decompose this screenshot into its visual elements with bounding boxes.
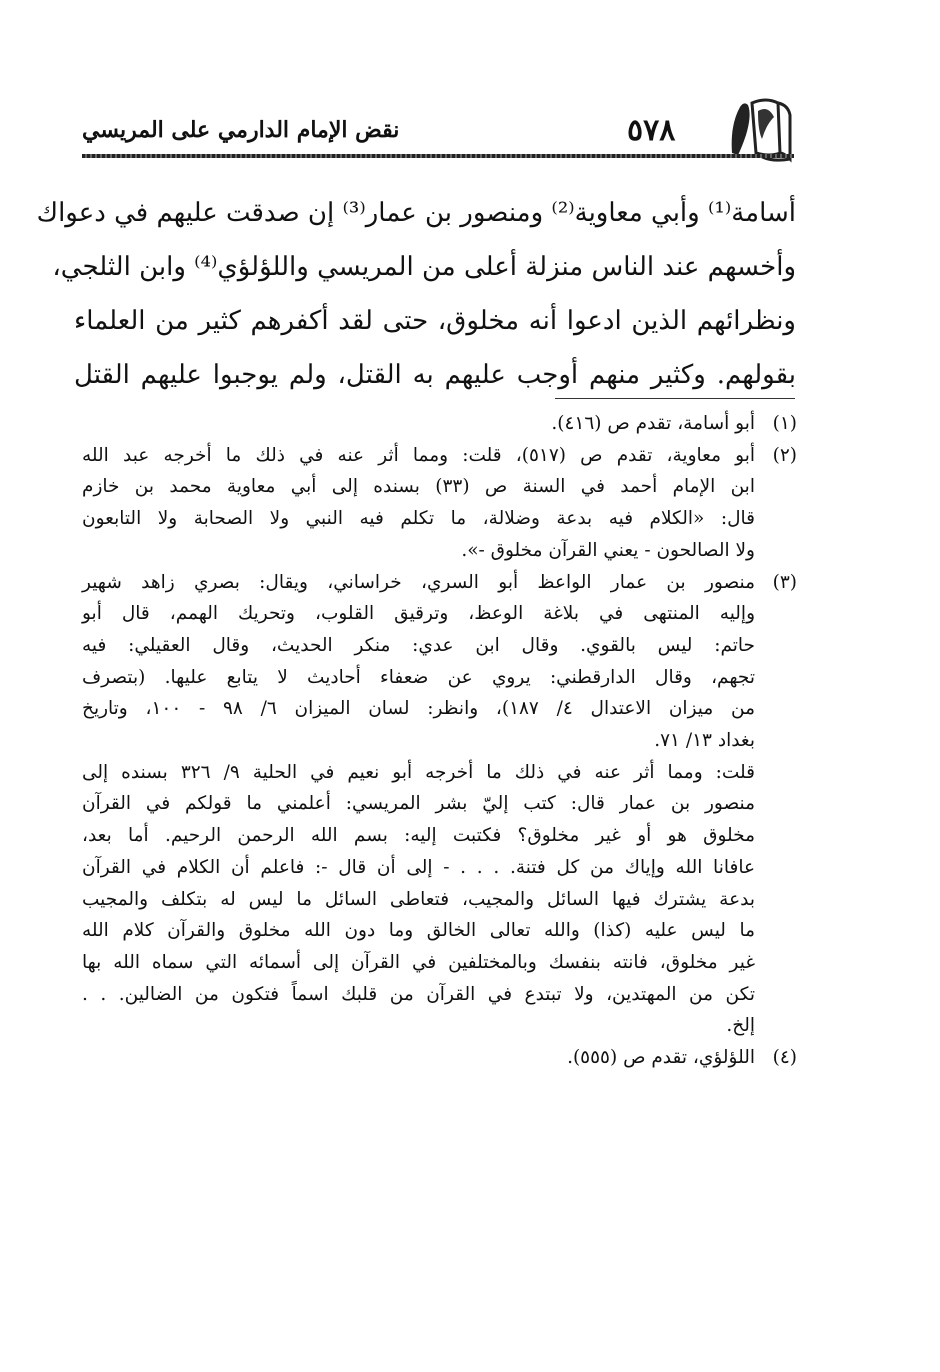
footnote-line: منصور بن عمار قال: كتب إليّ بشر المريسي: أعلمني ما قولكم في القرآن <box>82 793 755 815</box>
footnote-1 <box>82 408 797 440</box>
footnote-line: غير مخلوق، فانته بنفسك وبالمختلفين في القرآن إلى أسمائه التي سماه الله بها <box>82 951 755 973</box>
footnote-line: تجهم، وقال الدارقطني: يروي عن ضعفاء أحاديث لا يتابع عليها. (بتصرف <box>82 666 755 688</box>
main-text-line: أسامة⁽¹⁾ وأبي معاوية⁽²⁾ ومنصور بن عمار⁽³⁾ إن صدقت عليهم في دعواك <box>36 198 796 228</box>
footnote-line: قلت: ومما أثر عنه في ذلك ما أخرجه أبو نعيم في الحلية ٩/ ٣٢٦ بسنده إلى <box>82 761 755 783</box>
footnote-line: منصور بن عمار الواعظ أبو السري، خراساني، ويقال: بصري زاهد شهير <box>82 571 755 593</box>
footnote-line: أبو معاوية، تقدم ص (٥١٧)، قلت: ومما أثر عنه في ذلك ما أخرجه عبد الله <box>82 444 755 466</box>
footnote-number: (٣) <box>772 571 797 593</box>
footnote-line: من ميزان الاعتدال ٤/ ١٨٧)، وانظر: لسان الميزان ٦/ ٩٨ - ١٠٠، وتاريخ <box>82 698 755 720</box>
main-text-line: وأخسهم عند الناس منزلة أعلى من المريسي واللؤلؤي⁽⁴⁾ وابن الثلجي، <box>52 252 796 282</box>
footnote-line: قال: «الكلام فيه بدعة وضلالة، ما تكلم فيه النبي ولا الصحابة ولا التابعون <box>82 508 755 530</box>
footnote-line: حاتم: ليس بالقوي. وقال ابن عدي: منكر الحديث، وقال العقيلي: فيه <box>82 634 755 656</box>
main-text-line: بقولهم. وكثير منهم أوجب عليهم به القتل، ولم يوجبوا عليهم القتل <box>74 360 796 390</box>
footnote-line: وإليه المنتهى في بلاغة الوعظ، وترقيق القلوب، وتحريك الهمم، قال أبو <box>82 603 755 625</box>
footnote-number: (٢) <box>772 444 797 466</box>
footnotes <box>82 408 797 1074</box>
footnote-line: بغداد ١٣/ ٧١. <box>654 730 755 752</box>
running-title: نقض الإمام الدارمي على المريسي <box>82 117 400 143</box>
footnotes-separator <box>555 398 795 399</box>
footnote-4 <box>82 1042 797 1074</box>
footnote-line: ابن الإمام أحمد في السنة ص (٣٣) بسنده إلى أبي معاوية محمد بن خازم <box>82 476 755 498</box>
footnote-line: ولا الصالحون - يعني القرآن مخلوق -». <box>461 539 755 561</box>
footnote-line: تكن من المهتدين، ولا تبتدع في القرآن من قلبك اسماً فتكون من الضالين. . . <box>82 983 755 1005</box>
footnote-line: عافانا الله وإياك من كل فتنة. . . . - إلى أن قال -: فاعلم أن الكلام في القرآن <box>82 856 755 878</box>
main-text <box>36 186 796 402</box>
footnote-number: (٤) <box>772 1047 797 1069</box>
footnote-3 <box>82 567 797 1043</box>
footnote-line: إلخ. <box>726 1015 755 1037</box>
footnote-number: (١) <box>772 413 797 434</box>
page-number: ٥٧٨ <box>627 113 676 148</box>
header-rule <box>82 154 794 158</box>
footnote-2 <box>82 440 797 567</box>
main-text-line: ونظرائهم الذين ادعوا أنه مخلوق، حتى لقد أكفرهم كثير من العلماء <box>74 306 796 336</box>
footnote-line: مخلوق هو أو غير مخلوق؟ فكتبت إليه: بسم الله الرحمن الرحيم. أما بعد، <box>82 825 755 847</box>
footnote-line: بدعة يشترك فيها السائل والمجيب، فتعاطى السائل ما ليس له بتكلف والمجيب <box>82 888 755 910</box>
footnote-line: أبو أسامة، تقدم ص (٤١٦). <box>551 413 755 434</box>
footnote-line: اللؤلؤي، تقدم ص (٥٥٥). <box>567 1047 755 1069</box>
footnote-line: ما ليس عليه (كذا) والله تعالى الخالق وما دون الله مخلوق والقرآن كلام الله <box>82 920 755 942</box>
